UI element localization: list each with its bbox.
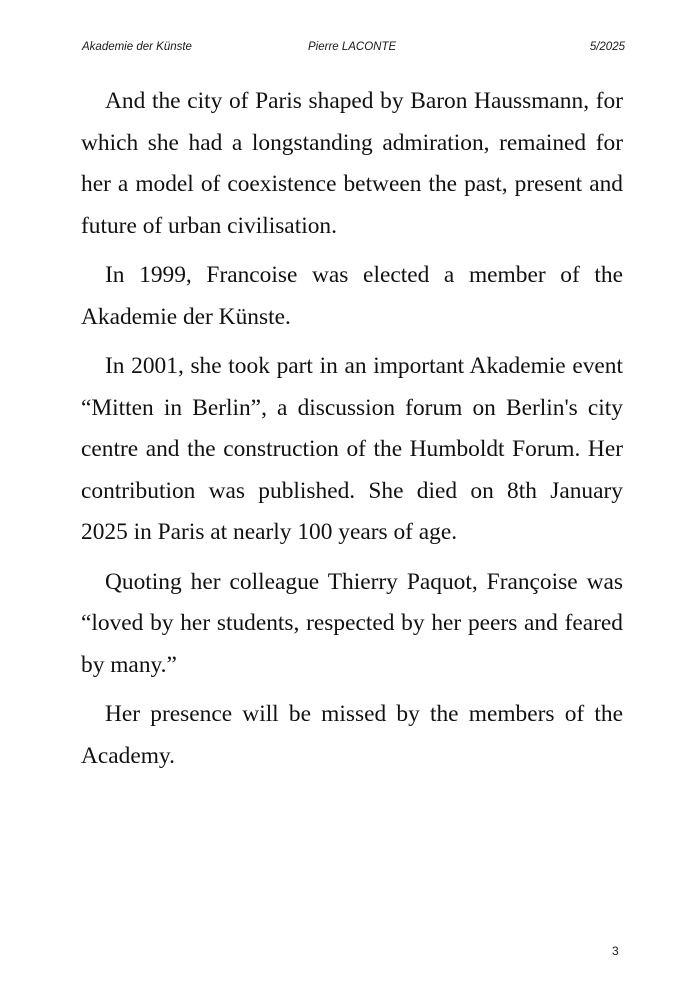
paragraph: In 1999, Francoise was elected a member of the Akademie der Künste. [81,262,623,330]
article-body [81,81,623,785]
paragraph: Her presence will be missed by the members of the Academy. [81,701,623,769]
header-author: Pierre LACONTE [308,41,397,53]
paragraph: And the city of Paris shaped by Baron Haussmann, for which she had a longstanding admiration, remained for her a model of coexistence between the past, present and future of urban civilisation. [81,88,623,239]
paragraph: Quoting her colleague Thierry Paquot, Françoise was “loved by her students, respected by her peers and feared by many.” [81,568,623,678]
page-header [82,41,625,57]
header-institution: Akademie der Künste [82,41,192,53]
paragraph: In 2001, she took part in an important Akademie event “Mitten in Berlin”, a discussion forum on Berlin's city centre and the construction of the Humboldt Forum. Her contribution was published. She died on 8th January 2025 in Paris at nearly 100 years of age. [81,353,623,545]
header-issue-date: 5/2025 [589,41,625,53]
page-number: 3 [612,944,619,958]
